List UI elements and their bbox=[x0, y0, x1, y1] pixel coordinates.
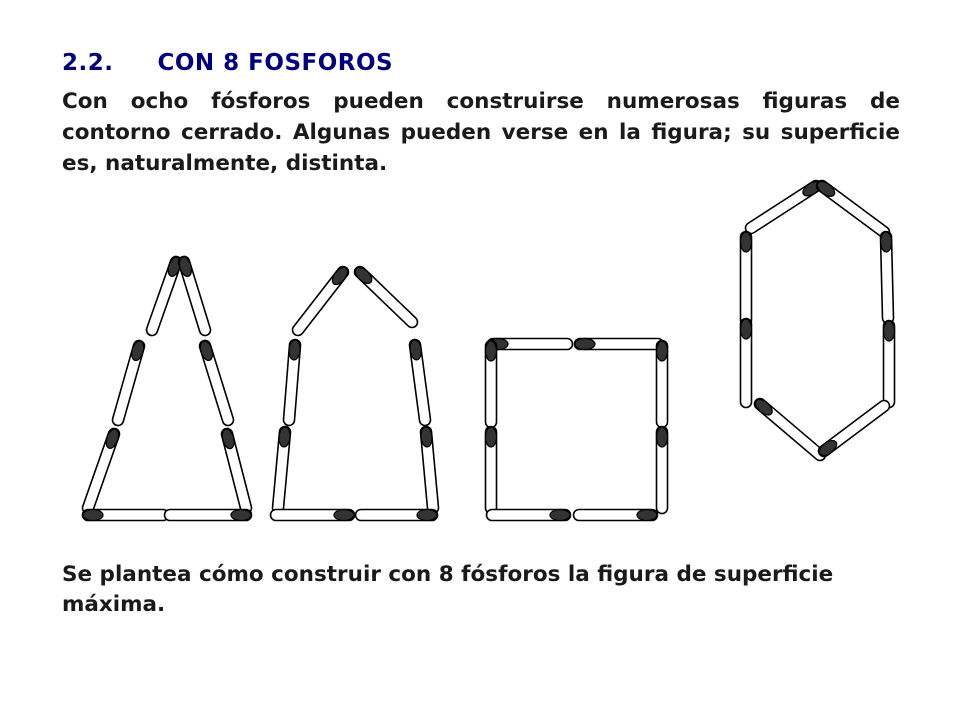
matchstick-head bbox=[880, 232, 891, 252]
matchstick-head bbox=[83, 510, 103, 521]
matchstick-head bbox=[741, 319, 752, 339]
matchstick bbox=[165, 510, 252, 521]
matchstick-head bbox=[486, 341, 497, 361]
matchstick bbox=[741, 232, 752, 326]
matchstick bbox=[220, 427, 252, 514]
matchstick bbox=[290, 264, 350, 337]
matchstick bbox=[356, 510, 438, 521]
matchstick bbox=[83, 510, 169, 521]
matchstick-head bbox=[550, 510, 570, 521]
matchstick bbox=[177, 255, 212, 337]
intro-paragraph: Con ocho fósforos pueden construirse numerosas figuras de contorno cerrado. Algunas pueden verse en la figura; su superficie es, naturalmente, distinta. bbox=[62, 89, 900, 176]
matchstick bbox=[743, 178, 823, 235]
matchstick bbox=[198, 339, 235, 427]
matchstick bbox=[145, 255, 183, 337]
matchstick bbox=[352, 264, 420, 330]
matchstick-head bbox=[486, 427, 497, 447]
matchstick bbox=[657, 341, 668, 428]
section-heading bbox=[62, 50, 393, 76]
triangle-figure bbox=[81, 255, 253, 521]
matchstick bbox=[880, 231, 893, 323]
matchstick bbox=[420, 426, 439, 514]
matchstick-figures bbox=[0, 170, 960, 530]
matchstick bbox=[884, 321, 895, 408]
matchstick bbox=[486, 341, 497, 428]
matchstick-head bbox=[575, 339, 595, 350]
matchstick bbox=[272, 426, 291, 514]
matchstick bbox=[81, 427, 121, 515]
matchstick bbox=[574, 510, 658, 521]
matchstick-head bbox=[884, 321, 895, 341]
matchstick-head bbox=[657, 427, 668, 447]
matchstick-head bbox=[741, 232, 752, 252]
matchstick bbox=[575, 339, 664, 350]
matchstick bbox=[271, 510, 355, 521]
matchstick-head bbox=[657, 341, 668, 361]
matchstick-head bbox=[637, 510, 657, 521]
matchstick-head bbox=[334, 510, 354, 521]
matchstick bbox=[814, 178, 891, 239]
matchstick bbox=[487, 510, 571, 521]
matchstick bbox=[657, 427, 668, 514]
hexagon-figure bbox=[741, 178, 895, 462]
matchstick bbox=[111, 339, 146, 427]
conclusion-paragraph: Se plantea cómo construir con 8 fósforos la figura de superficie máxima. bbox=[62, 562, 834, 617]
matchstick-head bbox=[231, 510, 251, 521]
matchstick-head bbox=[220, 428, 236, 450]
matchstick bbox=[488, 339, 573, 350]
matchstick bbox=[283, 339, 301, 426]
matchstick bbox=[741, 319, 752, 408]
matchstick bbox=[752, 396, 828, 463]
matchstick bbox=[816, 398, 891, 458]
section-title: CON 8 FOSFOROS bbox=[157, 50, 394, 76]
matchstick bbox=[409, 339, 431, 426]
house-figure bbox=[271, 264, 439, 520]
matchstick bbox=[486, 427, 497, 514]
square-figure bbox=[486, 339, 668, 521]
matchstick-head bbox=[417, 510, 437, 521]
section-number: 2.2. bbox=[62, 50, 114, 76]
